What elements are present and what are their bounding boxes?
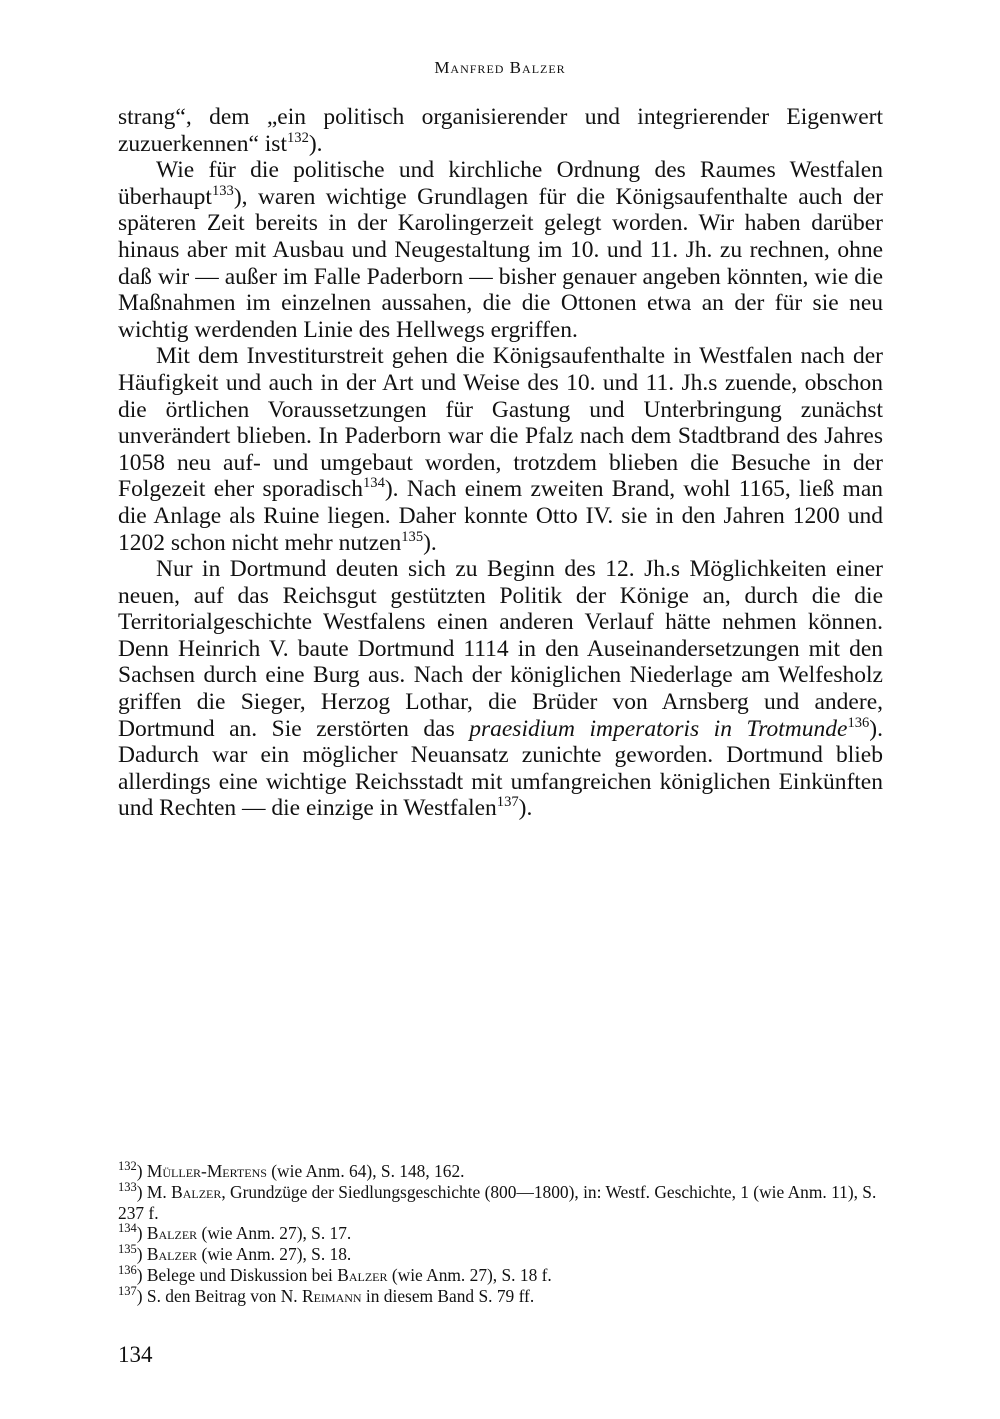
text-run: ). [423,529,437,556]
footnote-ref[interactable]: 132 [287,129,309,146]
footnote-134: $^{134}$) Balzer (wie Anm. 27), S. 17. [118,1221,352,1244]
footnote-number: 132 [118,1159,137,1174]
text-run: strang“, dem „ein politisch organisierender und integrierender Eigenwert zuzuerkennen“ ist [118,104,883,157]
footnote-text: in diesem Band S. 79 ff. [361,1285,535,1306]
text-run: ). [518,795,533,822]
footnote-text: (wie Anm. 27), S. 18 f. [387,1264,552,1285]
footnote-number: 135 [118,1242,137,1257]
footnote-ref[interactable]: 135 [401,528,424,545]
paragraph-1 [118,104,883,157]
footnote-prefix: Belege und Diskussion bei [142,1264,338,1285]
footnote-ref[interactable]: 134 [363,475,385,492]
footnote-ref[interactable]: 133 [211,182,234,199]
footnote-ref[interactable]: 137 [496,794,519,811]
footnote-prefix: S. den Beitrag von N. [142,1285,302,1306]
main-text [118,104,883,822]
running-head: Manfred Balzer [434,58,566,77]
footnote-text: (wie Anm. 64), S. 148, 162. [266,1161,465,1181]
footnote-ref[interactable]: 136 [847,714,870,731]
footnote-author: Müller-Mertens [146,1161,267,1181]
footnotes [118,1161,883,1307]
paragraph-2 [118,157,883,343]
text-run: ). Dadurch war ein möglicher Neuansatz zunichte geworden. Dortmund blieb allerdings eine wichtige Reichsstadt mit umfangreichen königlichen Einkünften und Rechten — die einzige in Westfalen [118,715,883,822]
footnote-author: Reimann [301,1285,362,1306]
footnote-133: $^{133}$) M. Balzer, Grundzüge der Siedlungsgeschichte (800—1800), in: Westf. Geschichte, 1 (wie Anm. 11), S. 237 f. [118,1180,877,1223]
footnote-number: 137 [118,1283,137,1298]
footnote-132: $^{132}$) Müller-Mertens (wie Anm. 64), S. 148, 162. [118,1159,465,1181]
footnote-number: 134 [118,1221,137,1236]
paragraph-4 [118,556,883,822]
text-run: ). [308,130,323,157]
italic-latin-quote: praesidium imperatoris in Trotmunde [469,715,848,742]
footnote-author: Balzer [146,1223,198,1244]
page-number: 134 [118,1342,153,1367]
footnote-136: $^{136}$) Belege und Diskussion bei Balzer (wie Anm. 27), S. 18 f. [118,1263,552,1285]
footnote-text: (wie Anm. 27), S. 17. [197,1223,352,1244]
text-run: ), waren wichtige Grundlagen für die Königsaufenthalte auch der späteren Zeit bereits in der Karolingerzeit gelegt worden. Wir haben darüber hinaus aber mit Ausbau und Neugestaltung im 10. und 11. Jh. zu rechnen, ohne daß wir — außer im Falle Paderborn — bisher genauer angeben könnten, wie die Maßnahmen im einzelnen aussahen, die die Ottonen etwa an der für sie neu wichtig werdenden Linie des Hellwegs ergriffen. [118,183,883,343]
text-run: Nur in Dortmund deuten sich zu Beginn des 12. Jh.s Möglichkeiten einer neuen, auf das Reichsgut gestützten Politik der Könige an, durch die die Territorialgeschichte Westfalens einen anderen Verlauf hätte nehmen können. Denn Heinrich V. baute Dortmund 1114 in den Auseinandersetzungen mit den Sachsen durch eine Burg aus. Nach der königlichen Niederlage am Welfesholz griffen die Sieger, Herzog Lothar, die Brüder von Arnsberg und andere, Dortmund an. Sie zerstörten das [118,556,883,742]
footnote-text: (wie Anm. 27), S. 18. [197,1244,352,1265]
text-run: ). Nach einem zweiten Brand, wohl 1165, ließ man die Anlage als Ruine liegen. Daher konnte Otto IV. sie in den Jahren 1200 und 1202 schon nicht mehr nutzen [118,476,884,556]
footnote-137: $^{137}$) S. den Beitrag von N. Reimann in diesem Band S. 79 ff. [118,1283,535,1306]
footnote-135: $^{135}$) Balzer (wie Anm. 27), S. 18. [118,1242,352,1265]
footnote-number: 133 [118,1180,137,1194]
footnote-number: 136 [118,1263,137,1278]
footnote-author: Balzer [337,1264,388,1285]
text-run: Mit dem Investiturstreit gehen die Königsaufenthalte in Westfalen nach der Häufigkeit und auch in der Art und Weise des 10. und 11. Jh.s zuende, obschon die örtlichen Voraussetzungen für Gastung und Unterbringung zunächst unverändert blieben. In Paderborn war die Pfalz nach dem Stadtbrand des Jahres 1058 neu auf- und umgebaut worden, trotzdem blieben die Besuche in der Folgezeit eher sporadisch [118,343,883,503]
footnote-author: Balzer [171,1181,222,1202]
paragraph-3 [118,343,883,556]
footnote-author: Balzer [146,1244,198,1265]
text-run: Wie für die politische und kirchliche Ordnung des Raumes Westfalen überhaupt [118,157,883,210]
footnote-text: , Grundzüge der Siedlungsgeschichte (800—1800), in: Westf. Geschichte, 1 (wie Anm. 11), S. 237 f. [118,1181,877,1223]
footnote-prefix: M. [142,1181,172,1202]
